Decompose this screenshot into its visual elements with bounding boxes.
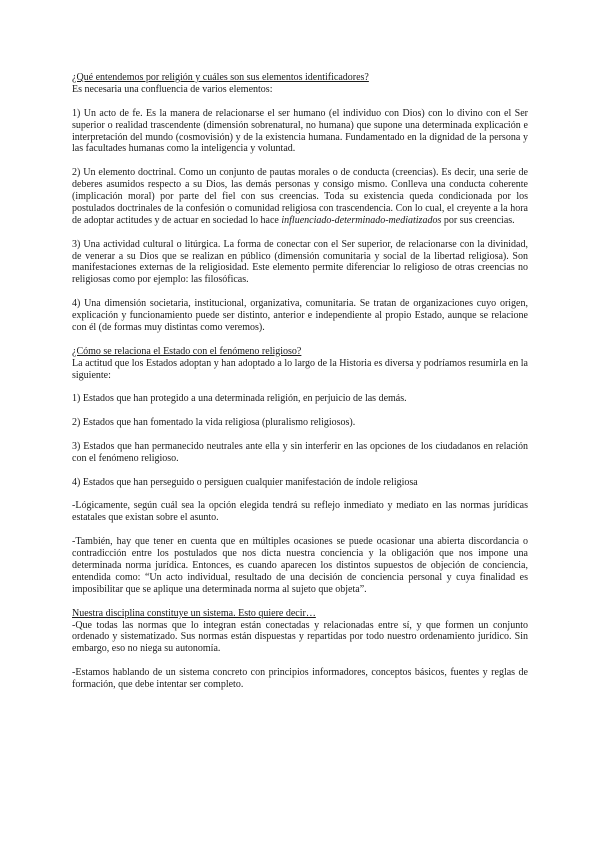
section-heading-religion: ¿Qué entendemos por religión y cuáles son sus elementos identificadores? bbox=[72, 72, 369, 83]
item-2-text: 2) Un elemento doctrinal. Como un conjunto de pautas morales o de conducta (creencias). Es decir, una serie de deberes asumidos respecto a su Dios, las demás personas y consigo mismo. Conlleva una conducta coherente (implicación moral) por parte del fiel con sus creencias. Toda su existencia queda condicionada por los postulados doctrinales de la confesión o comunidad religiosa con trascendencia. Con lo cual, el creyente a la hora de adoptar actitudes y de actuar en sociedad lo hace bbox=[72, 167, 528, 226]
paragraph-estado-4: 4) Estados que han perseguido o persiguen cualquier manifestación de índole religiosa bbox=[72, 476, 418, 488]
paragraph-item-2 bbox=[72, 167, 528, 227]
paragraph-logicamente: -Lógicamente, según cuál sea la opción elegida tendrá su reflejo inmediato y mediato en las normas jurídicas estatales que existan sobre el asunto. bbox=[72, 500, 528, 524]
paragraph-estado-2: 2) Estados que han fomentado la vida religiosa (pluralismo religiosos). bbox=[72, 417, 356, 429]
paragraph-sistema-2: -Estamos hablando de un sistema concreto con principios informadores, conceptos básicos, fuentes y reglas de formación, que debe intentar ser completo. bbox=[72, 667, 528, 691]
item-2-text-end: por sus creencias. bbox=[441, 214, 515, 226]
paragraph-item-3: 3) Una actividad cultural o litúrgica. La forma de conectar con el Ser superior, de relacionarse con la divinidad, de venerar a su Dios que se realizan en público (dimensión comunitaria y social de la libertad religiosa). Son manifestaciones externas de la religiosidad. Este elemento permite diferenciar lo religioso de otras creencias no religiosas como por ejemplo: las filosóficas. bbox=[72, 238, 528, 286]
paragraph-item-1: 1) Un acto de fe. Es la manera de relacionarse el ser humano (el individuo con Dios) con lo divino con el Ser superior o realidad trascendente (dimensión sobrenatural, no humana) que supone una determinada explicación e interpretación del mundo (cosmovisión) y de la existencia humana. Fundamentado en la dignidad de la persona y las facultades humanas como la inteligencia y voluntad. bbox=[72, 107, 528, 155]
document-page bbox=[72, 72, 528, 691]
paragraph-intro: Es necesaria una confluencia de varios elementos: bbox=[72, 83, 273, 95]
section-heading-estado: ¿Cómo se relaciona el Estado con el fenómeno religioso? bbox=[72, 345, 302, 357]
section-heading-sistema: Nuestra disciplina constituye un sistema. Esto quiere decir… bbox=[72, 607, 316, 619]
item-2-italic-text: influenciado-determinado-mediatizados bbox=[281, 214, 442, 226]
paragraph-sistema-1: -Que todas las normas que lo integran están conectadas y relacionadas entre sí, y que formen un conjunto ordenado y sistematizado. Sus normas están dispuestas y repartidas por todo nuestro ordenamiento jurídico. Sin embargo, eso no niega su autonomía. bbox=[72, 619, 528, 655]
paragraph-estado-intro: La actitud que los Estados adoptan y han adoptado a lo largo de la Historia es diversa y podríamos resumirla en la siguiente: bbox=[72, 357, 528, 381]
paragraph-estado-1: 1) Estados que han protegido a una determinada religión, en perjuicio de las demás. bbox=[72, 393, 407, 405]
paragraph-estado-3: 3) Estados que han permanecido neutrales ante ella y sin interferir en las opciones de los ciudadanos en relación con el fenómeno religioso. bbox=[72, 440, 528, 464]
paragraph-item-4: 4) Una dimensión societaria, institucional, organizativa, comunitaria. Se tratan de organizaciones cuyo origen, explicación y funcionamiento puede ser distinto, anterior e independiente al propio Estado, aunque se relacione con él (de formas muy distintas como veremos). bbox=[72, 298, 528, 333]
paragraph-tambien: -También, hay que tener en cuenta que en múltiples ocasiones se puede ocasionar una abierta discordancia o contradicción entre los postulados que nos dicta nuestra conciencia y la obligación que nos impone una determinada norma jurídica. Entonces, es cuando aparecen los distintos supuestos de objeción de conciencia, entendida como: “Un acto individual, resultado de una decisión de conciencia personal y cuya finalidad es imposibilitar que se aplique una determinada norma al sujeto que objeta”. bbox=[72, 536, 528, 595]
